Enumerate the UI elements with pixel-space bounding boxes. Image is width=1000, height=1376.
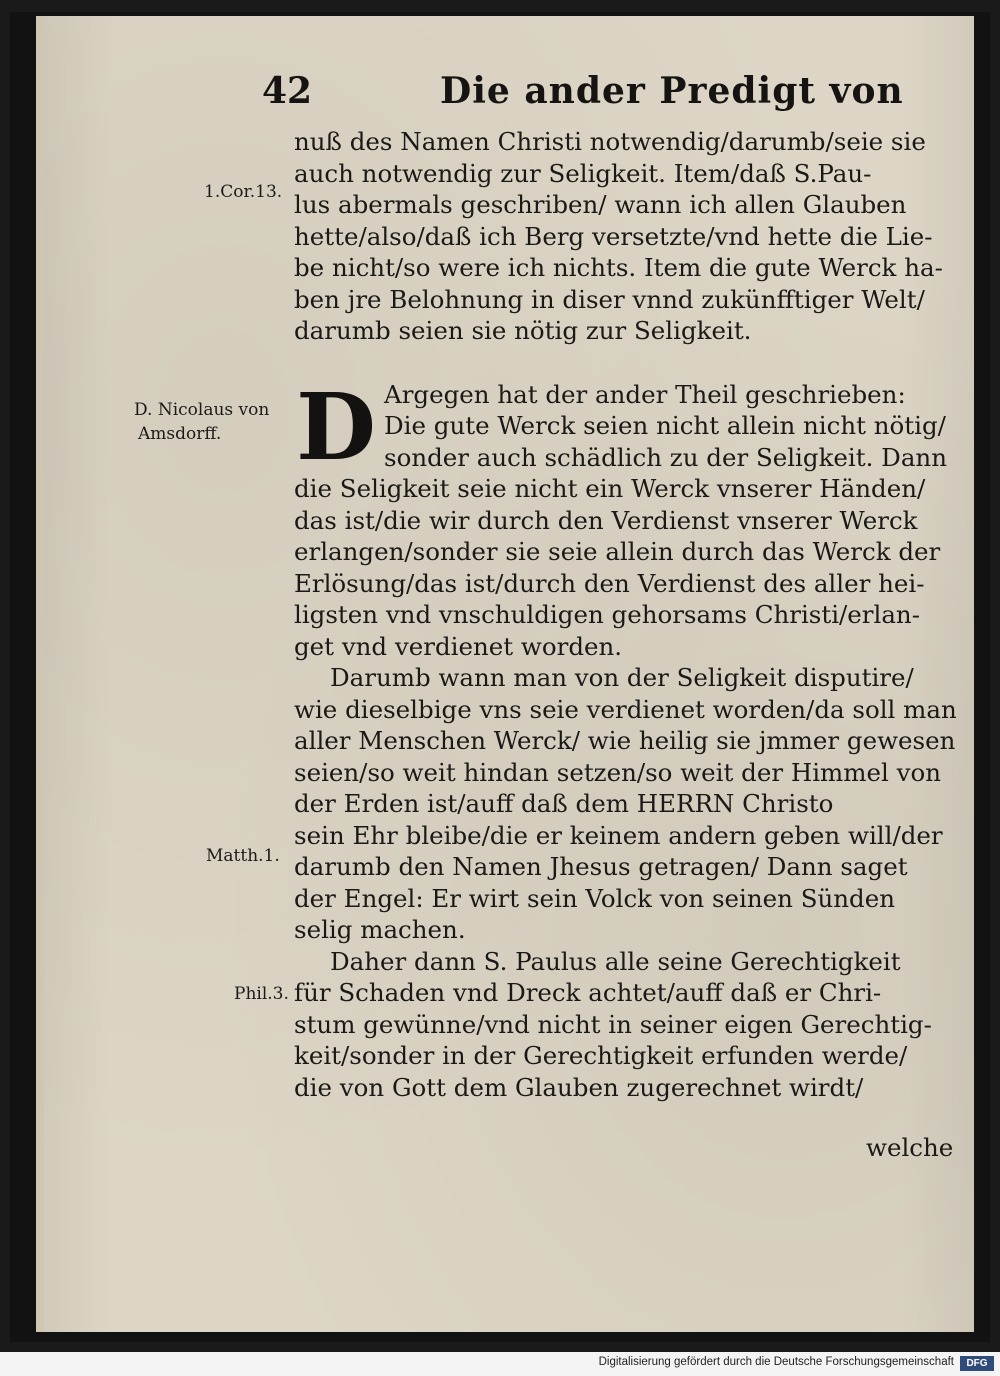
text-line: die Seligkeit seie nicht ein Werck vnserer Händen/	[294, 474, 926, 503]
text-line: sonder auch schädlich zu der Seligkeit. Dann	[384, 442, 947, 472]
paragraph-4	[294, 946, 964, 1104]
paragraph-gap	[294, 347, 964, 379]
margin-note-amsdorff-1: D. Nicolaus von	[134, 400, 270, 420]
text-line: be nicht/so were ich nichts. Item die gute Werck ha-	[294, 253, 943, 282]
text-line: get vnd verdienet worden.	[294, 631, 623, 661]
margin-note-amsdorff-2: Amsdorff.	[138, 424, 222, 444]
text-line: wie dieselbige vns seie verdienet worden/da soll man	[294, 694, 957, 724]
text-line: sein Ehr bleibe/die er keinem andern geben will/der	[294, 820, 943, 850]
text-line: darumb seien sie nötig zur Seligkeit.	[294, 316, 752, 345]
text-line: selig machen.	[294, 915, 466, 944]
running-title: Die ander Predigt von	[440, 70, 904, 112]
text-line: aller Menschen Werck/ wie heilig sie jmmer gewesen	[294, 726, 956, 755]
text-line: für Schaden vnd Dreck achtet/auff daß er Chri-	[294, 978, 882, 1007]
text-line: erlangen/sonder sie seie allein durch das Werck der	[294, 537, 941, 566]
text-line: Argegen hat der ander Theil geschrieben:	[384, 379, 906, 409]
paragraph-3	[294, 662, 964, 946]
text-line: ben jre Belohnung in diser vnnd zukünfftiger Welt/	[294, 284, 925, 314]
margin-note-matth: Matth.1.	[206, 846, 280, 866]
page-header	[262, 60, 962, 124]
text-line: Die gute Werck seien nicht allein nicht nötig/	[384, 411, 946, 440]
page-gutter	[36, 16, 44, 1332]
text-line: auch notwendig zur Seligkeit. Item/daß S.Pau-	[294, 158, 872, 188]
paragraph-1	[294, 126, 964, 347]
text-line: nuß des Namen Christi notwendig/darumb/seie sie	[294, 127, 926, 156]
text-line: der Erden ist/auff daß dem HERRN Christo	[294, 789, 834, 818]
text-line: hette/also/daß ich Berg versetzte/vnd hette die Lie-	[294, 221, 933, 251]
text-line: der Engel: Er wirt sein Volck von seinen Sünden	[294, 883, 896, 913]
text-line: lus abermals geschriben/ wann ich allen Glauben	[294, 190, 907, 219]
text-line: seien/so weit hindan setzen/so weit der Himmel von	[294, 757, 941, 787]
funding-credit: Digitalisierung gefördert durch die Deutsche Forschungsgemeinschaft	[598, 1356, 954, 1368]
margin-note-cor: 1.Cor.13.	[204, 182, 283, 202]
text-line: stum gewünne/vnd nicht in seiner eigen Gerechtig-	[294, 1009, 932, 1039]
text-line: Darumb wann man von der Seligkeit disputire/	[330, 663, 914, 692]
main-text	[294, 126, 964, 1103]
text-line: das ist/die wir durch den Verdienst vnserer Werck	[294, 505, 918, 535]
text-line: keit/sonder in der Gerechtigkeit erfunden werde/	[294, 1041, 908, 1070]
text-line: ligsten vnd vnschuldigen gehorsams Christi/erlan-	[294, 600, 920, 629]
text-line: Erlösung/das ist/durch den Verdienst des aller hei-	[294, 568, 925, 598]
paragraph-2	[294, 379, 964, 474]
credit-footer	[0, 1352, 1000, 1376]
dfg-logo-icon: DFG	[960, 1356, 994, 1371]
page-number: 42	[262, 70, 313, 112]
text-line: Daher dann S. Paulus alle seine Gerechtigkeit	[330, 946, 901, 976]
drop-cap-initial: D	[296, 378, 376, 473]
catchword: welche	[866, 1133, 954, 1162]
text-line: die von Gott dem Glauben zugerechnet wirdt/	[294, 1072, 864, 1102]
margin-note-phil: Phil.3.	[234, 984, 289, 1004]
text-line: darumb den Namen Jhesus getragen/ Dann saget	[294, 852, 908, 881]
